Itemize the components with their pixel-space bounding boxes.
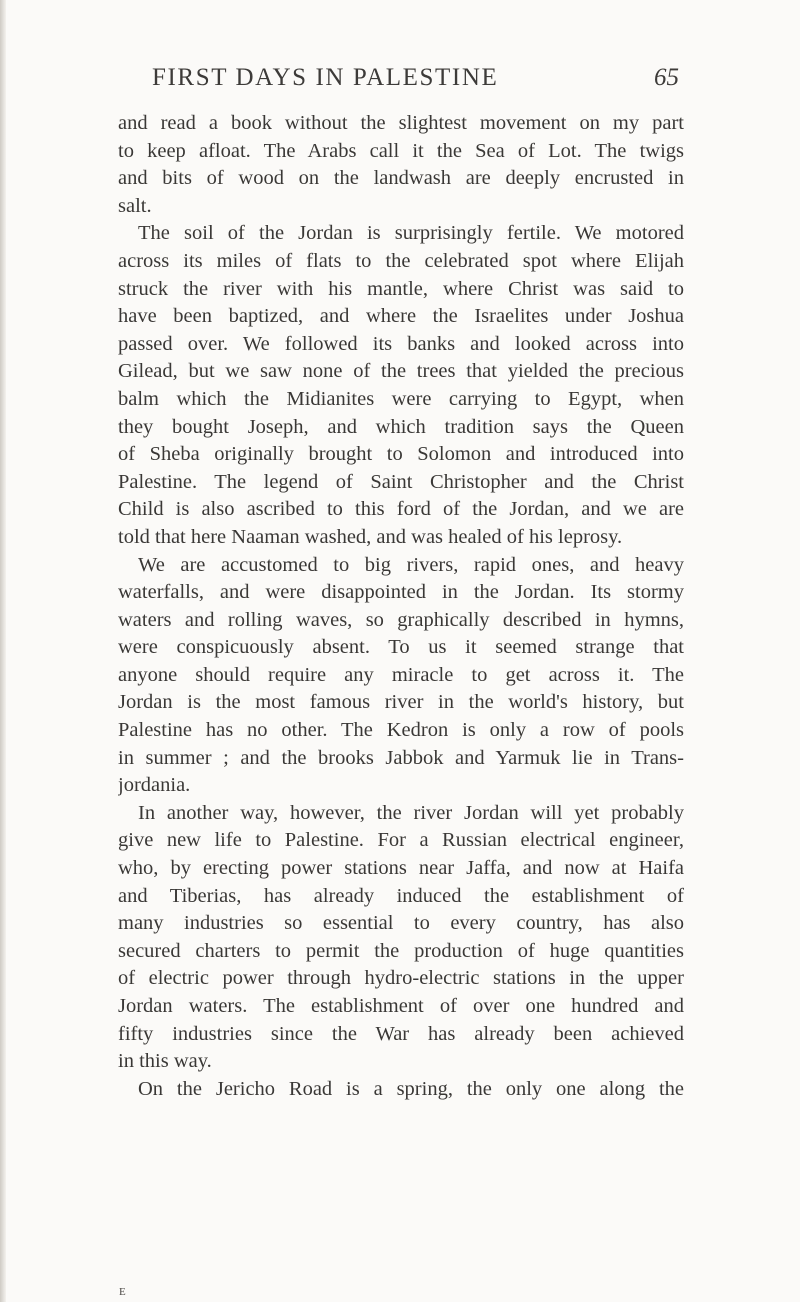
text-line: have been baptized, and where the Israelites under Joshua <box>118 305 684 328</box>
text-line: balm which the Midianites were carrying to Egypt, when <box>118 387 684 410</box>
text-line: in this way. <box>118 1050 212 1073</box>
text-line: in summer ; and the brooks Jabbok and Yarmuk lie in Trans- <box>118 746 684 769</box>
text-line: and read a book without the slightest movement on my part <box>118 112 684 134</box>
text-line: In another way, however, the river Jordan will yet probably <box>138 801 684 824</box>
text-line: to keep afloat. The Arabs call it the Sea of Lot. The twigs <box>118 139 684 162</box>
text-line: The soil of the Jordan is surprisingly fertile. We motored <box>138 222 684 245</box>
text-line: We are accustomed to big rivers, rapid ones, and heavy <box>138 553 684 576</box>
text-line: struck the river with his mantle, where Christ was said to <box>118 277 684 300</box>
text-line: who, by erecting power stations near Jaffa, and now at Haifa <box>118 857 684 880</box>
text-line: jordania. <box>118 774 191 797</box>
text-line: passed over. We followed its banks and looked across into <box>118 332 684 355</box>
text-line: many industries so essential to every country, has also <box>118 912 684 935</box>
text-line: were conspicuously absent. To us it seemed strange that <box>118 636 684 659</box>
text-line: On the Jericho Road is a spring, the only one along the <box>138 1077 684 1100</box>
body-text <box>118 110 684 1103</box>
page-number: 65 <box>654 64 679 91</box>
text-line: anyone should require any miracle to get across it. The <box>118 663 684 686</box>
page-header <box>0 64 800 98</box>
text-line: Palestine. The legend of Saint Christopher and the Christ <box>118 470 684 493</box>
text-line: waters and rolling waves, so graphically described in hymns, <box>118 608 684 631</box>
signature-mark: E <box>119 1286 127 1298</box>
text-line: told that here Naaman washed, and was healed of his leprosy. <box>118 525 623 548</box>
text-line: they bought Joseph, and which tradition says the Queen <box>118 415 684 438</box>
text-line: and Tiberias, has already induced the establishment of <box>118 884 684 907</box>
text-line: secured charters to permit the production of huge quantities <box>118 939 684 962</box>
text-line: salt. <box>118 194 152 217</box>
text-line: Palestine has no other. The Kedron is only a row of pools <box>118 719 684 742</box>
page-edge-shadow <box>0 0 6 1302</box>
text-line: Gilead, but we saw none of the trees that yielded the precious <box>118 360 684 383</box>
text-line: of electric power through hydro-electric stations in the upper <box>118 967 684 990</box>
text-line: Jordan waters. The establishment of over one hundred and <box>118 995 684 1017</box>
text-line: waterfalls, and were disappointed in the Jordan. Its stormy <box>118 581 684 604</box>
text-line: and bits of wood on the landwash are deeply encrusted in <box>118 167 684 190</box>
text-line: fifty industries since the War has already been achieved <box>118 1022 684 1045</box>
text-line: of Sheba originally brought to Solomon and introduced into <box>118 443 684 466</box>
text-line: give new life to Palestine. For a Russian electrical engineer, <box>118 829 684 852</box>
text-line: Jordan is the most famous river in the world's history, but <box>118 691 684 714</box>
running-head: FIRST DAYS IN PALESTINE <box>152 64 499 91</box>
text-line: Child is also ascribed to this ford of the Jordan, and we are <box>118 498 684 521</box>
text-line: across its miles of flats to the celebrated spot where Elijah <box>118 249 684 272</box>
